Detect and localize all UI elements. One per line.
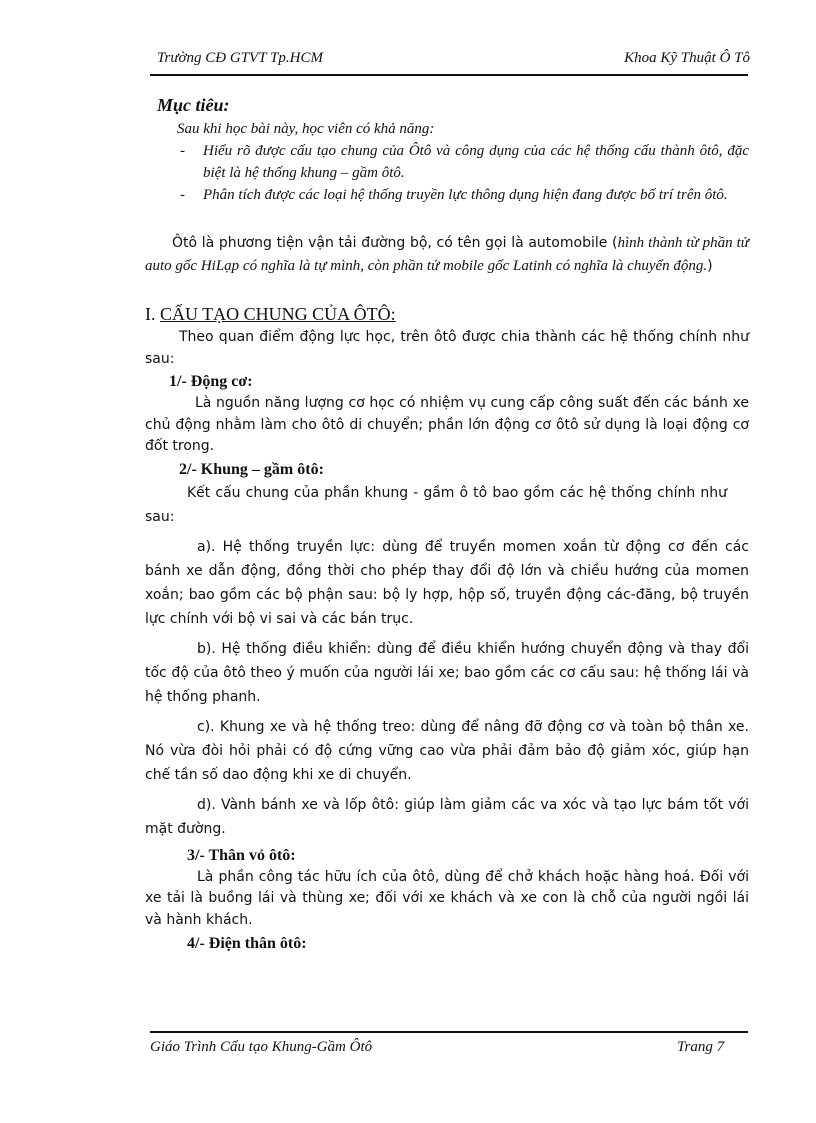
body-heading: 3/- Thân vỏ ôtô:	[187, 846, 296, 864]
chassis-item-d: d). Vành bánh xe và lốp ôtô: giúp làm giảm các va xóc và tạo lực bám tốt với mặt đường.	[145, 796, 749, 837]
chassis-lead: Kết cấu chung của phần khung - gầm ô tô bao gồm các hệ thống chính như sau:	[145, 484, 727, 525]
header-faculty: Khoa Kỹ Thuật Ô Tô	[624, 50, 750, 66]
page-number: Trang 7	[677, 1039, 725, 1055]
page-footer	[150, 1039, 750, 1061]
section-title: CẤU TẠO CHUNG CỦA ÔTÔ:	[160, 304, 396, 324]
section-number: I.	[145, 304, 160, 324]
section-heading	[145, 301, 749, 327]
header-school: Trường CĐ GTVT Tp.HCM	[157, 50, 323, 66]
page-header	[150, 48, 750, 70]
chassis-item-b: b). Hệ thống điều khiển: dùng để điều khiển hướng chuyển động và thay đổi tốc độ của ôtô theo ý muốn của người lái xe; bao gồm các cơ cấu sau: hệ thống lái và hệ thống phanh.	[145, 640, 749, 705]
list-item: - Phân tích được các loại hệ thống truyền lực thông dụng hiện đang được bố trí trên ôtô.	[180, 187, 728, 203]
body-text: Là phần công tác hữu ích của ôtô, dùng để chở khách hoặc hàng hoá. Đối với xe tải là buồng lái và thùng xe; đối với xe khách và xe con là chỗ của người ngồi lái và hành khách.	[145, 868, 749, 928]
intro-italic: hình thành từ phần tử auto gốc HiLạp có nghĩa là tự mình, còn phần tử mobile gốc Latinh có nghĩa là chuyển động.	[145, 235, 749, 274]
intro-text: Ôtô là phương tiện vận tải đường bộ, có tên gọi là automobile (	[172, 235, 618, 251]
objectives-list	[145, 140, 749, 206]
chassis-item-c: c). Khung xe và hệ thống treo: dùng để nâng đỡ động cơ và toàn bộ thân xe. Nó vừa đòi hỏi phải có độ cứng vững cao vừa phải đảm bảo độ giảm xóc, giúp hạn chế tần số dao động khi xe di chuyển.	[145, 718, 749, 783]
electrical-heading: 4/- Điện thân ôtô:	[187, 935, 307, 952]
intro-close: )	[707, 257, 713, 274]
page-body	[145, 92, 749, 955]
chassis-heading: 2/- Khung – gầm ôtô:	[179, 460, 324, 478]
footer-rule	[150, 1031, 748, 1033]
engine-heading: 1/- Động cơ:	[169, 373, 253, 390]
objective-text: Hiểu rõ được cấu tạo chung của Ôtô và công dụng của các hệ thống cấu thành ôtô, đặc biệt là hệ thống khung – gầm ôtô.	[203, 143, 749, 181]
chassis-item-a: a). Hệ thống truyền lực: dùng để truyền momen xoắn từ động cơ đến các bánh xe dẫn động, đồng thời cho phép thay đổi độ lớn và chiều hướng của momen xoắn; bao gồm các bộ phận sau: bộ ly hợp, hộp số, truyền động các-đăng, bộ truyền lực chính với bộ vi sai và các bán trục.	[145, 538, 749, 627]
intro-paragraph	[145, 232, 749, 277]
header-rule	[150, 74, 748, 76]
objective-text: Phân tích được các loại hệ thống truyền lực thông dụng hiện đang được bố trí trên ôtô.	[203, 187, 728, 203]
objectives-title: Mục tiêu:	[157, 95, 230, 115]
section-lead: Theo quan điểm động lực học, trên ôtô được chia thành các hệ thống chính như sau:	[145, 329, 749, 367]
engine-text: Là nguồn năng lượng cơ học có nhiệm vụ cung cấp công suất đến các bánh xe chủ động nhằm làm cho ôtô di chuyển; phần lớn động cơ ôtô sử dụng là loại động cơ đốt trong.	[145, 395, 749, 454]
list-item: - Hiểu rõ được cấu tạo chung của Ôtô và công dụng của các hệ thống cấu thành ôtô, đặc biệt là hệ thống khung – gầm ôtô.	[180, 143, 749, 181]
footer-title: Giáo Trình Cấu tạo Khung-Gầm Ôtô	[150, 1039, 373, 1055]
objectives-intro: Sau khi học bài này, học viên có khả năng:	[177, 121, 435, 137]
